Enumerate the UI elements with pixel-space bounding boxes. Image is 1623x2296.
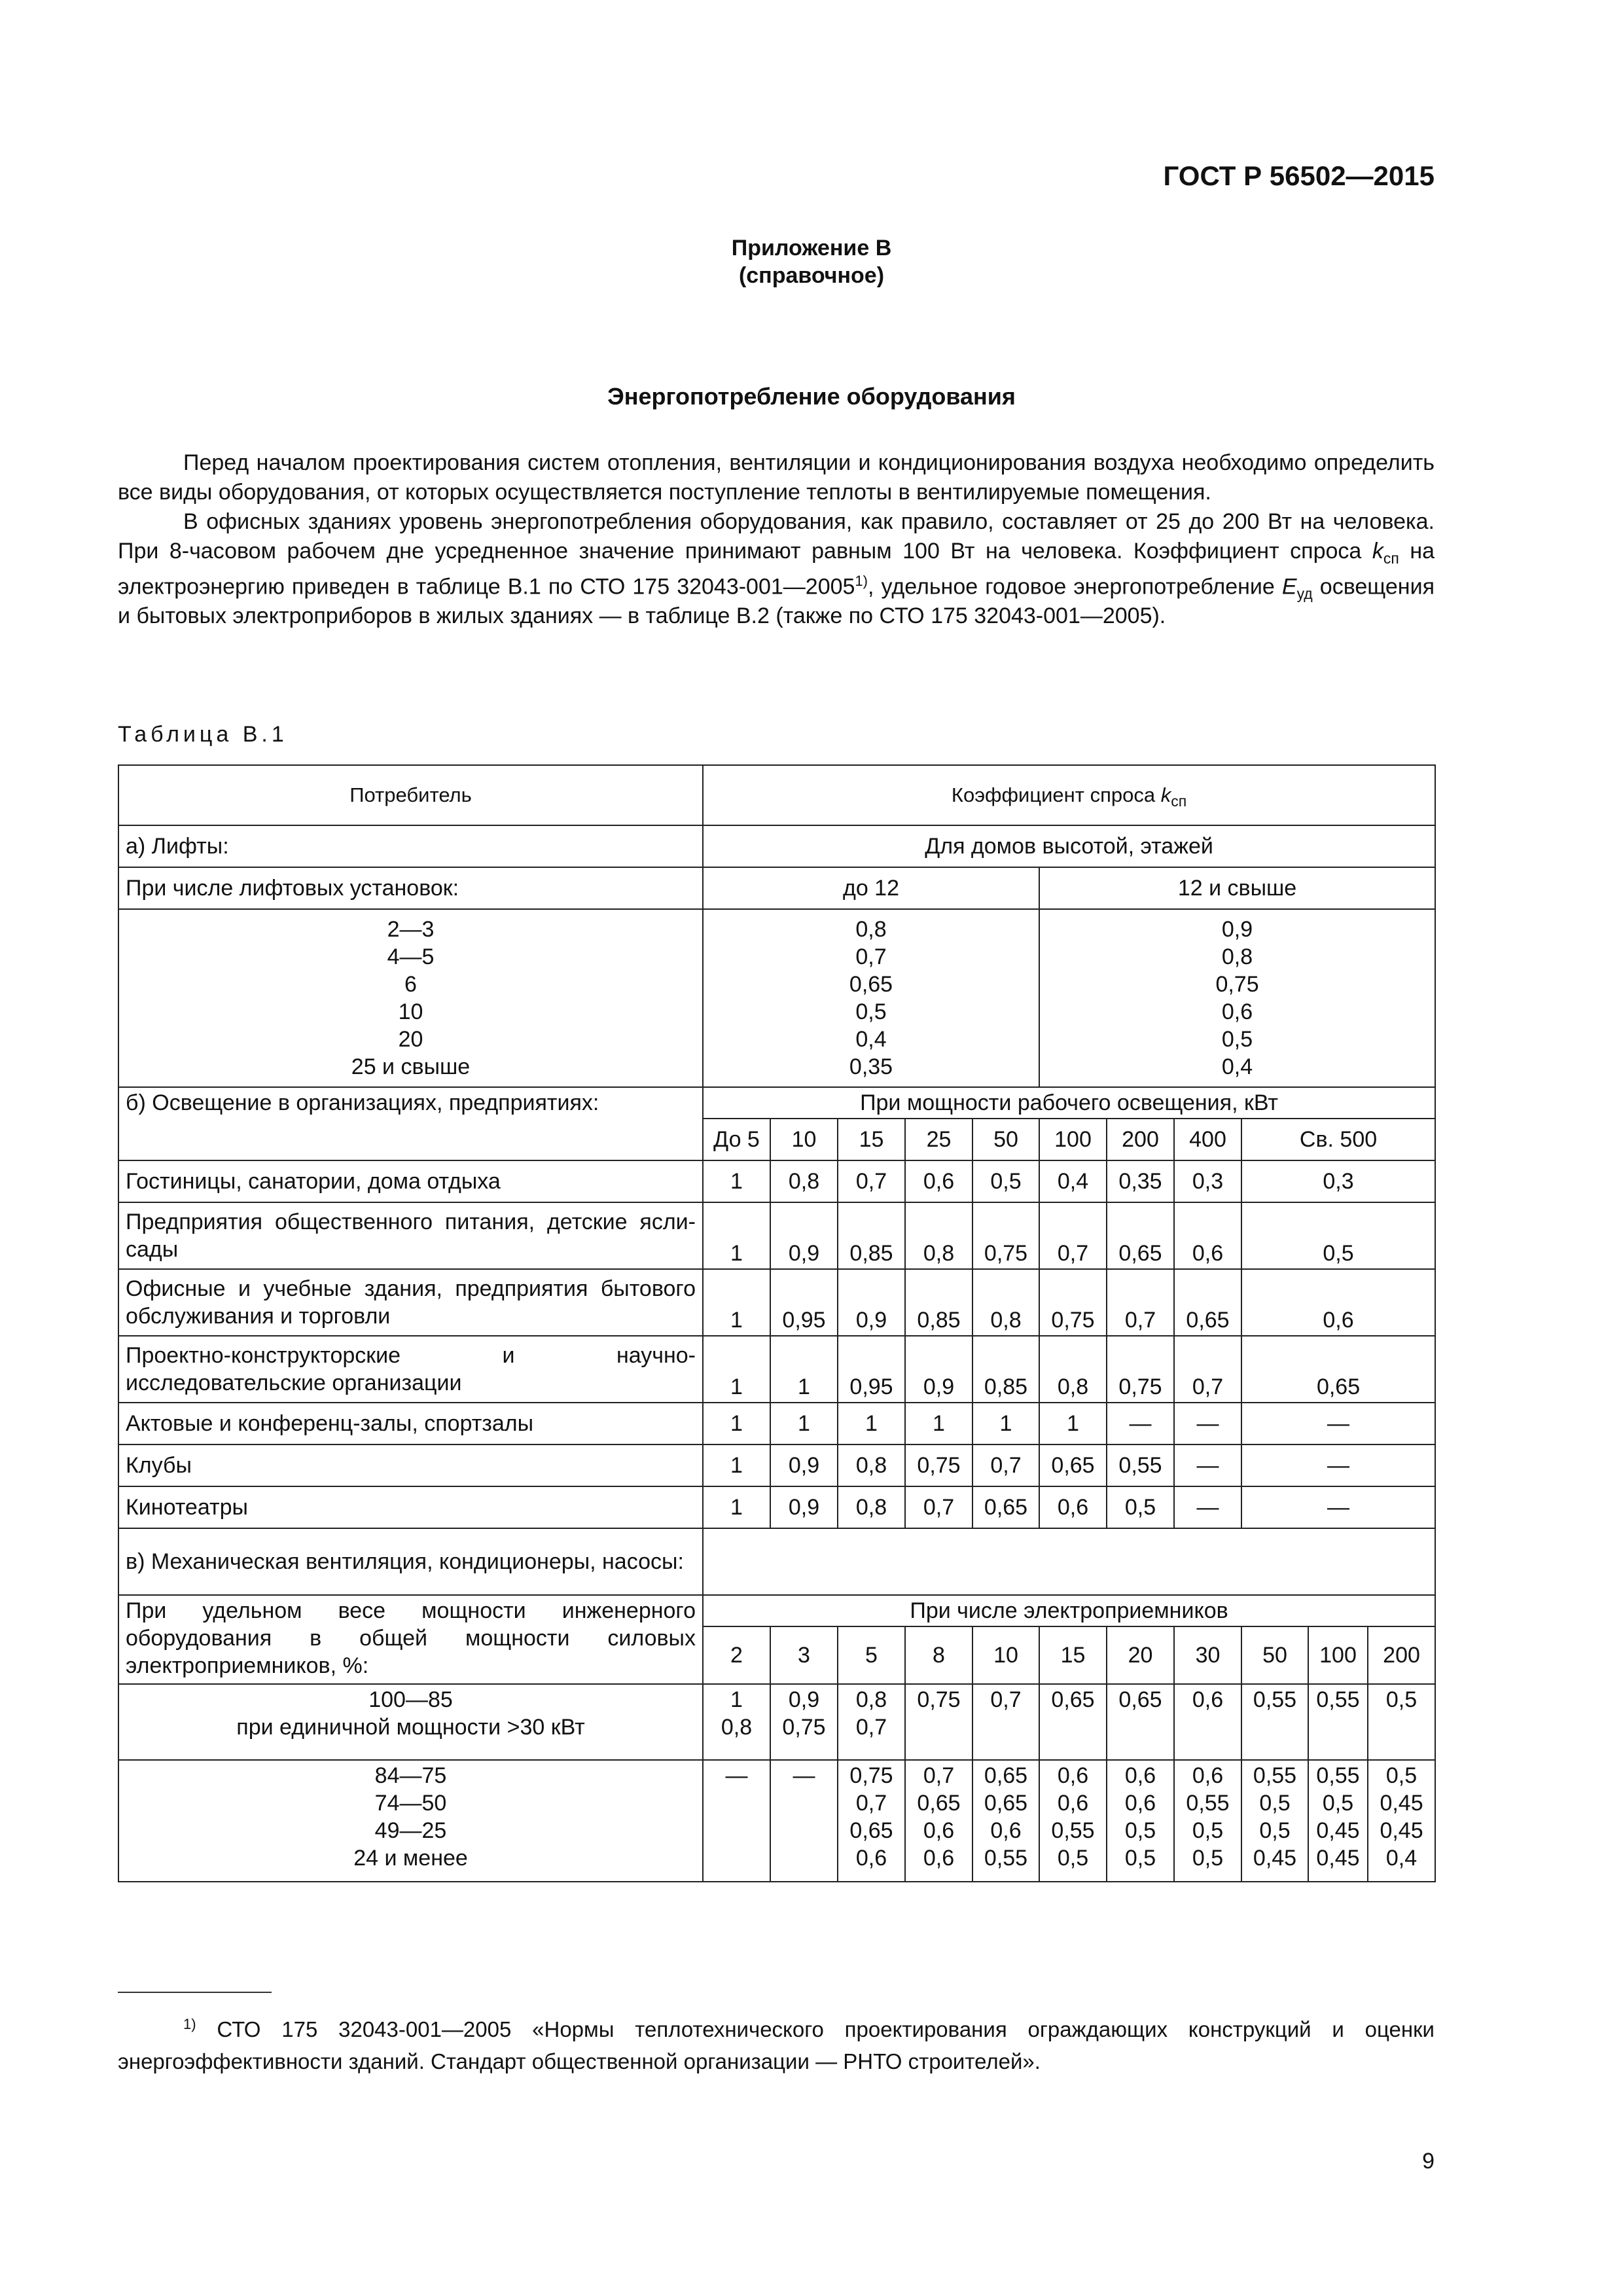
- footnote-ref[interactable]: 1): [855, 573, 868, 589]
- coef-value: 0,95: [770, 1269, 838, 1336]
- section-title: Энергопотребление оборудования: [607, 383, 1016, 410]
- section-b-power-label: При мощности рабочего освещения, кВт: [703, 1087, 1435, 1119]
- coef-value: 0,8: [838, 1444, 905, 1486]
- coef-value: 0,85: [838, 1202, 905, 1269]
- section-a-row: [118, 825, 1435, 867]
- coef-value: 0,85: [972, 1336, 1039, 1403]
- demand-coefficient-table: [118, 764, 1436, 1882]
- coef-value: 0,9: [770, 1202, 838, 1269]
- receiver-col-header: 2: [703, 1626, 770, 1684]
- header-demand-coefficient: Коэффициент спроса $k_{сп}$: [703, 765, 1435, 825]
- coef-value: 0,65: [972, 1486, 1039, 1528]
- coef-value: 0,5: [1241, 1202, 1435, 1269]
- coef-value: 0,3: [1174, 1160, 1241, 1202]
- coef-value: 1 0,8: [703, 1684, 770, 1760]
- appendix-type: (справочное): [738, 263, 885, 288]
- power-col-header: 15: [838, 1119, 905, 1160]
- coef-value: 0,75 0,7 0,65 0,6: [838, 1760, 905, 1882]
- coef-value: 0,65: [1241, 1336, 1435, 1403]
- coef-value: 0,7: [972, 1684, 1039, 1760]
- coef-value: 0,6 0,55 0,5 0,5: [1174, 1760, 1241, 1882]
- receiver-col-header: 100: [1308, 1626, 1368, 1684]
- lighting-row: [118, 1486, 1435, 1528]
- coef-value: 1: [770, 1336, 838, 1403]
- coef-value: 0,85: [905, 1269, 972, 1336]
- section-a-columns: [118, 867, 1435, 909]
- coef-value: 0,5 0,45 0,45 0,4: [1368, 1760, 1435, 1882]
- coef-value: 0,8 0,7: [838, 1684, 905, 1760]
- coef-value: 0,8: [838, 1486, 905, 1528]
- paragraph-2: В офисных зданиях уровень энергопотребления оборудования, как правило, составляет от 25 до 200 Вт на человека. При 8-часовом рабочем дне усредненное значение принимают равным 100 Вт на человека. Коэффициент спроса $k_{сп}$ на электроэнергию приведен в таблице В.1 по СТО 175 32043-001—2005$^{1)}$, удельное годовое энергопотребление $E_{уд}$ освещения и бытовых электроприборов в жилых зданиях — в таблице В.2 (также по СТО 175 32043-001—2005).: [118, 509, 1435, 629]
- coef-value: 0,75: [905, 1444, 972, 1486]
- coef-value: 0,55: [1308, 1684, 1368, 1760]
- receiver-col-header: 15: [1039, 1626, 1107, 1684]
- coef-value: —: [1107, 1403, 1174, 1444]
- consumer-name: Офисные и учебные здания, предприятия бытового обслуживания и торговли: [118, 1269, 703, 1336]
- coef-value: 0,9: [838, 1269, 905, 1336]
- footnote: $^{1)}$ СТО 175 32043-001—2005 «Нормы теплотехнического проектирования ограждающих конструкций и оценки энергоэффективности зданий. Стандарт общественной организации — РНТО строителей».: [118, 2016, 1435, 2073]
- coef-value: 0,8: [905, 1202, 972, 1269]
- power-col-header: До 5: [703, 1119, 770, 1160]
- section-a-heights-label: Для домов высотой, этажей: [703, 825, 1435, 867]
- coef-value: 0,75: [972, 1202, 1039, 1269]
- coef-value: 0,75: [905, 1684, 972, 1760]
- coef-value: 0,7: [972, 1444, 1039, 1486]
- coef-value: 1: [770, 1403, 838, 1444]
- lift-col-up-to-12: до 12: [703, 867, 1039, 909]
- receiver-col-header: 10: [972, 1626, 1039, 1684]
- coef-value: —: [1174, 1444, 1241, 1486]
- section-c-row-1: [118, 1684, 1435, 1760]
- paragraph-1: Перед началом проектирования систем отопления, вентиляции и кондиционирования воздуха необходимо определить все виды оборудования, от которых осуществляется поступление теплоты в вентилируемые помещения.: [118, 450, 1435, 505]
- coef-value: 0,75: [1107, 1336, 1174, 1403]
- coef-value: 0,6: [905, 1160, 972, 1202]
- page-number: 9: [1422, 2149, 1435, 2174]
- receiver-col-header: 50: [1241, 1626, 1308, 1684]
- document-code: ГОСТ Р 56502—2015: [1163, 160, 1435, 191]
- coef-value: 0,7: [838, 1160, 905, 1202]
- receiver-col-header: 30: [1174, 1626, 1241, 1684]
- section-c-row: [118, 1528, 1435, 1595]
- section-c-row-2: [118, 1760, 1435, 1882]
- coef-value: 1: [703, 1486, 770, 1528]
- section-b-label: б) Освещение в организациях, предприятиях:: [118, 1087, 703, 1160]
- consumer-name: Гостиницы, санатории, дома отдыха: [118, 1160, 703, 1202]
- coef-value: 0,8: [1039, 1336, 1107, 1403]
- coef-value: 1: [1039, 1403, 1107, 1444]
- power-col-header: 25: [905, 1119, 972, 1160]
- coef-value: 0,65 0,65 0,6 0,55: [972, 1760, 1039, 1882]
- coef-value: 0,6: [1039, 1486, 1107, 1528]
- coef-value: —: [1241, 1403, 1435, 1444]
- coef-value: —: [1241, 1444, 1435, 1486]
- section-c-label: в) Механическая вентиляция, кондиционеры, насосы:: [118, 1528, 703, 1595]
- footnote-divider: [118, 1992, 272, 1993]
- coef-value: —: [1174, 1486, 1241, 1528]
- coef-value: 0,65: [1107, 1202, 1174, 1269]
- coef-value: 0,35: [1107, 1160, 1174, 1202]
- lift-values-up-to-12: 0,8 0,7 0,65 0,5 0,4 0,35: [703, 909, 1039, 1087]
- coef-value: —: [1174, 1403, 1241, 1444]
- power-col-header: 200: [1107, 1119, 1174, 1160]
- coef-value: —: [770, 1760, 838, 1882]
- coef-value: 0,5: [1107, 1486, 1174, 1528]
- coef-value: 0,6: [1174, 1684, 1241, 1760]
- consumer-name: Кинотеатры: [118, 1486, 703, 1528]
- coef-value: 0,65: [1039, 1684, 1107, 1760]
- lighting-row: [118, 1403, 1435, 1444]
- coef-value: 0,7 0,65 0,6 0,6: [905, 1760, 972, 1882]
- lift-col-12-and-above: 12 и свыше: [1039, 867, 1435, 909]
- lighting-row: [118, 1444, 1435, 1486]
- coef-value: 0,65: [1174, 1269, 1241, 1336]
- coef-value: 1: [703, 1160, 770, 1202]
- consumer-name: Клубы: [118, 1444, 703, 1486]
- coef-value: 1: [703, 1336, 770, 1403]
- weight-range-1: 100—85 при единичной мощности >30 кВт: [118, 1684, 703, 1760]
- coef-value: 0,9: [770, 1486, 838, 1528]
- coef-value: 0,6: [1241, 1269, 1435, 1336]
- coef-value: 0,55: [1107, 1444, 1174, 1486]
- coef-value: 0,6 0,6 0,55 0,5: [1039, 1760, 1107, 1882]
- power-col-header: 10: [770, 1119, 838, 1160]
- power-col-header: 50: [972, 1119, 1039, 1160]
- lift-counts: 2—3 4—5 6 10 20 25 и свыше: [118, 909, 703, 1087]
- coef-value: 1: [972, 1403, 1039, 1444]
- lighting-row: [118, 1269, 1435, 1336]
- coef-value: 0,8: [972, 1269, 1039, 1336]
- section-a-values: [118, 909, 1435, 1087]
- coef-value: 0,65: [1039, 1444, 1107, 1486]
- coef-value: 1: [703, 1269, 770, 1336]
- receiver-col-header: 5: [838, 1626, 905, 1684]
- coef-value: 0,5: [972, 1160, 1039, 1202]
- section-b-row: [118, 1087, 1435, 1119]
- coef-value: 0,7: [1174, 1336, 1241, 1403]
- coef-value: 0,4: [1039, 1160, 1107, 1202]
- consumer-name: Актовые и конференц-залы, спортзалы: [118, 1403, 703, 1444]
- section-c-empty: [703, 1528, 1435, 1595]
- coef-value: 1: [703, 1403, 770, 1444]
- receiver-col-header: 8: [905, 1626, 972, 1684]
- power-col-header: 100: [1039, 1119, 1107, 1160]
- coef-value: 0,55 0,5 0,45 0,45: [1308, 1760, 1368, 1882]
- coef-value: 1: [905, 1403, 972, 1444]
- lighting-row: [118, 1160, 1435, 1202]
- section-c-count-row: [118, 1595, 1435, 1626]
- weight-ranges: 84—75 74—50 49—25 24 и менее: [118, 1760, 703, 1882]
- appendix-title: Приложение В: [731, 236, 892, 260]
- coef-value: 0,55: [1241, 1684, 1308, 1760]
- consumer-name: Предприятия общественного питания, детские ясли-сады: [118, 1202, 703, 1269]
- coef-value: 0,75: [1039, 1269, 1107, 1336]
- coef-value: 0,7: [905, 1486, 972, 1528]
- coef-value: 1: [703, 1444, 770, 1486]
- coef-value: 0,9 0,75: [770, 1684, 838, 1760]
- coef-value: 1: [838, 1403, 905, 1444]
- table-caption: Таблица В.1: [118, 722, 288, 747]
- receiver-col-header: 200: [1368, 1626, 1435, 1684]
- coef-value: 0,9: [770, 1444, 838, 1486]
- section-c-weight-label: При удельном весе мощности инженерного оборудования в общей мощности силовых электроприемников, %:: [118, 1595, 703, 1684]
- lift-values-12-and-above: 0,9 0,8 0,75 0,6 0,5 0,4: [1039, 909, 1435, 1087]
- consumer-name: Проектно-конструкторские и научно-исследовательские организации: [118, 1336, 703, 1403]
- coef-value: 0,9: [905, 1336, 972, 1403]
- section-a-label: а) Лифты:: [118, 825, 703, 867]
- receiver-count-label: При числе электроприемников: [703, 1595, 1435, 1626]
- receiver-col-header: 3: [770, 1626, 838, 1684]
- coef-value: 0,5: [1368, 1684, 1435, 1760]
- lighting-row: [118, 1202, 1435, 1269]
- coef-value: 0,6 0,6 0,5 0,5: [1107, 1760, 1174, 1882]
- receiver-col-header: 20: [1107, 1626, 1174, 1684]
- power-col-header: Св. 500: [1241, 1119, 1435, 1160]
- coef-value: 0,55 0,5 0,5 0,45: [1241, 1760, 1308, 1882]
- coef-value: 1: [703, 1202, 770, 1269]
- body-text: [118, 448, 1435, 631]
- power-col-header: 400: [1174, 1119, 1241, 1160]
- coef-value: 0,7: [1039, 1202, 1107, 1269]
- coef-value: 0,95: [838, 1336, 905, 1403]
- header-consumer: Потребитель: [118, 765, 703, 825]
- coef-value: 0,6: [1174, 1202, 1241, 1269]
- table-header-row: [118, 765, 1435, 825]
- coef-value: 0,65: [1107, 1684, 1174, 1760]
- coef-value: —: [703, 1760, 770, 1882]
- lighting-row: [118, 1336, 1435, 1403]
- coef-value: 0,8: [770, 1160, 838, 1202]
- lift-count-label: При числе лифтовых установок:: [118, 867, 703, 909]
- coef-value: —: [1241, 1486, 1435, 1528]
- coef-value: 0,7: [1107, 1269, 1174, 1336]
- coef-value: 0,3: [1241, 1160, 1435, 1202]
